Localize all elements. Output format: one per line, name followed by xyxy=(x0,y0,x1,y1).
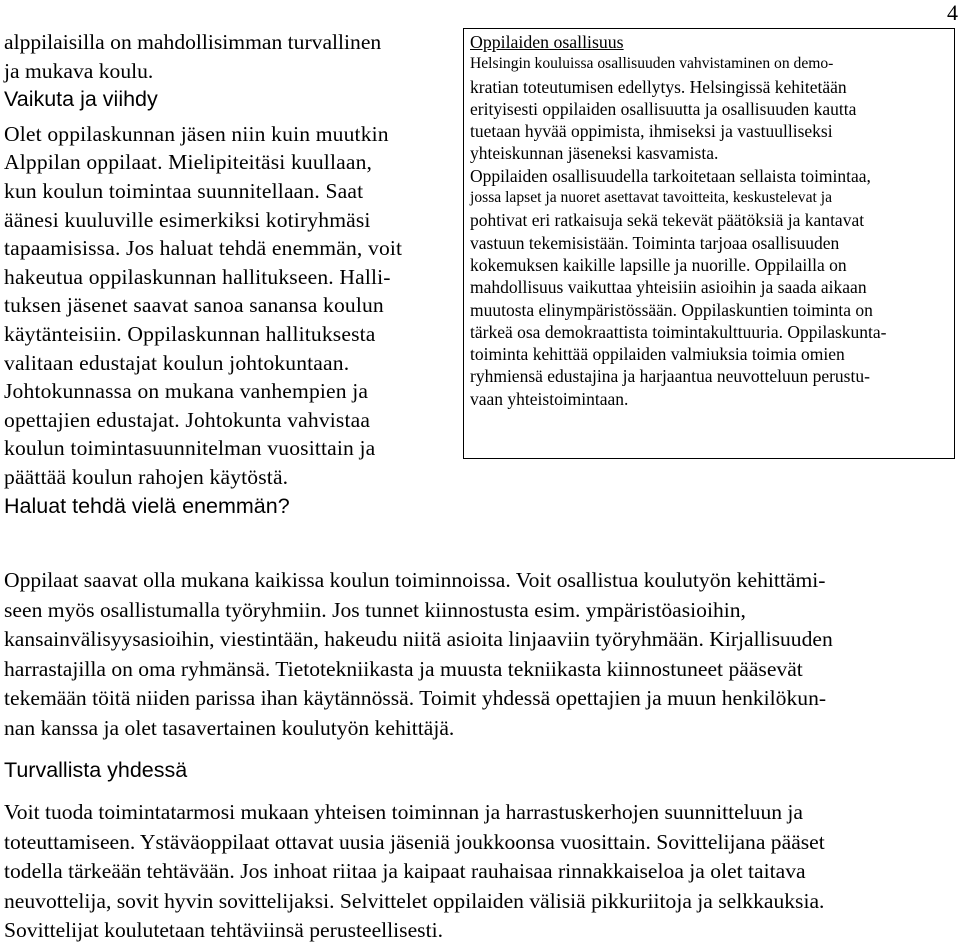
text-line: käytänteisiin. Oppilaskunnan hallituksesta xyxy=(4,321,376,346)
box-line: Oppilaiden osallisuudella tarkoitetaan sellaista toimintaa, xyxy=(470,165,871,186)
text-line: Sovittelijat koulutetaan tehtäviinsä perusteellisesti. xyxy=(4,918,443,943)
text-line: tuksen jäsenet saavat sanoa sanansa koulun xyxy=(4,293,384,318)
text-line: päättää koulun rahojen käytöstä. xyxy=(4,464,289,489)
box-line: pohtivat eri ratkaisuja sekä tekevät päätöksiä ja kantavat xyxy=(470,210,865,231)
heading-turvallista-yhdessa: Turvallista yhdessä xyxy=(4,758,188,782)
text-line: kansainvälisyysasioihin, viestintään, hakeudu niitä asioita linjaaviin työryhmään. Kirjallisuuden xyxy=(4,627,833,652)
heading-vaikuta-ja-viihdy: Vaikuta ja viihdy xyxy=(4,87,158,112)
text-line: Oppilaat saavat olla mukana kaikissa koulun toiminnoissa. Voit osallistua koulutyön kehittämi- xyxy=(4,568,826,592)
box-line: ryhmiensä edustajina ja harjaantua neuvotteluun perustu- xyxy=(470,366,870,387)
page-number: 4 xyxy=(947,0,958,25)
text-line: seen myös osallistumalla työryhmiin. Jos tunnet kiinnostusta esim. ympäristöasioihin, xyxy=(4,597,746,622)
text-line: alppilaisilla on mahdollisimman turvallinen xyxy=(4,30,382,54)
text-line: ja mukava koulu. xyxy=(4,58,154,83)
text-line: äänesi kuuluville esimerkiksi kotiryhmäsi xyxy=(4,207,371,232)
text-line: toteuttamiseen. Ystäväoppilaat ottavat uusia jäseniä joukkoonsa vuosittain. Sovittelijana pääset xyxy=(4,829,825,854)
heading-haluat-tehda: Haluat tehdä vielä enemmän? xyxy=(4,493,290,518)
box-line: toiminta kehittää oppilaiden valmiuksia toimia omien xyxy=(470,344,845,365)
text-line: opettajien edustajat. Johtokunta vahvistaa xyxy=(4,407,371,432)
text-line: Voit tuoda toimintatarmosi mukaan yhteisen toiminnan ja harrastuskerhojen suunnitteluun ja xyxy=(4,800,804,824)
box-line: muutosta elinympäristössään. Oppilaskuntien toiminta on xyxy=(470,299,873,320)
sidebar-box-osallisuus xyxy=(463,28,955,459)
box-line: tärkeä osa demokraattista toimintakulttuuria. Oppilaskunta- xyxy=(470,321,887,342)
box-line: erityisesti oppilaiden osallisuutta ja osallisuuden kautta xyxy=(470,98,857,119)
text-line: valitaan edustajat koulun johtokuntaan. xyxy=(4,350,350,375)
text-line: Olet oppilaskunnan jäsen niin kuin muutkin xyxy=(4,121,389,146)
text-line: harrastajilla on oma ryhmänsä. Tietotekniikasta ja muusta tekniikasta kiinnostuneet pääsevät xyxy=(4,656,803,681)
text-line: tekemään töitä niiden parissa ihan käytännössä. Toimit yhdessä opettajien ja muun henkilökun- xyxy=(4,686,827,711)
text-line: Alppilan oppilaat. Mielipiteitäsi kuullaan, xyxy=(4,150,373,175)
box-line: kokemuksen kaikille lapsille ja nuorille. Oppilailla on xyxy=(470,254,847,275)
sidebar-box-title: Oppilaiden osallisuus xyxy=(470,32,624,52)
box-line: jossa lapset ja nuoret asettavat tavoitteita, keskustelevat ja xyxy=(470,189,832,207)
box-line: tuetaan hyvää oppimista, ihmiseksi ja vastuulliseksi xyxy=(470,121,833,142)
text-line: tapaamisissa. Jos haluat tehdä enemmän, voit xyxy=(4,236,403,261)
text-line: neuvottelija, sovit hyvin sovittelijaksi. Selvittelet oppilaiden välisiä pikkuriitoja ja selkkauksia. xyxy=(4,888,825,913)
left-column xyxy=(4,28,456,520)
box-line: vastuun tekemisistään. Toiminta tarjoaa osallisuuden xyxy=(470,232,840,253)
box-line: vaan yhteistoimintaan. xyxy=(470,388,629,409)
text-line: Johtokunnassa on mukana vanhempien ja xyxy=(4,379,369,404)
text-line: hakeutua oppilaskunnan hallitukseen. Halli- xyxy=(4,264,391,289)
box-line: yhteiskunnan jäseneksi kasvamista. xyxy=(470,143,719,164)
text-line: todella tärkeään tehtävään. Jos inhoat riitaa ja kaipaat rauhaisaa rinnakkaiseloa ja olet taitava xyxy=(4,859,806,884)
section1-paragraph xyxy=(4,566,954,744)
section2-paragraph xyxy=(4,798,954,946)
text-line: nan kanssa ja olet tasavertainen koulutyön kehittäjä. xyxy=(4,715,455,740)
box-line: Helsingin kouluissa osallisuuden vahvistaminen on demo- xyxy=(470,55,834,73)
text-line: koulun toimintasuunnitelman vuosittain ja xyxy=(4,436,376,461)
box-line: kratian toteutumisen edellytys. Helsingissä kehitetään xyxy=(470,76,847,97)
text-line: kun koulun toimintaa suunnitellaan. Saat xyxy=(4,178,364,203)
box-line: mahdollisuus vaikuttaa yhteisiin asioihin ja saada aikaan xyxy=(470,277,867,298)
